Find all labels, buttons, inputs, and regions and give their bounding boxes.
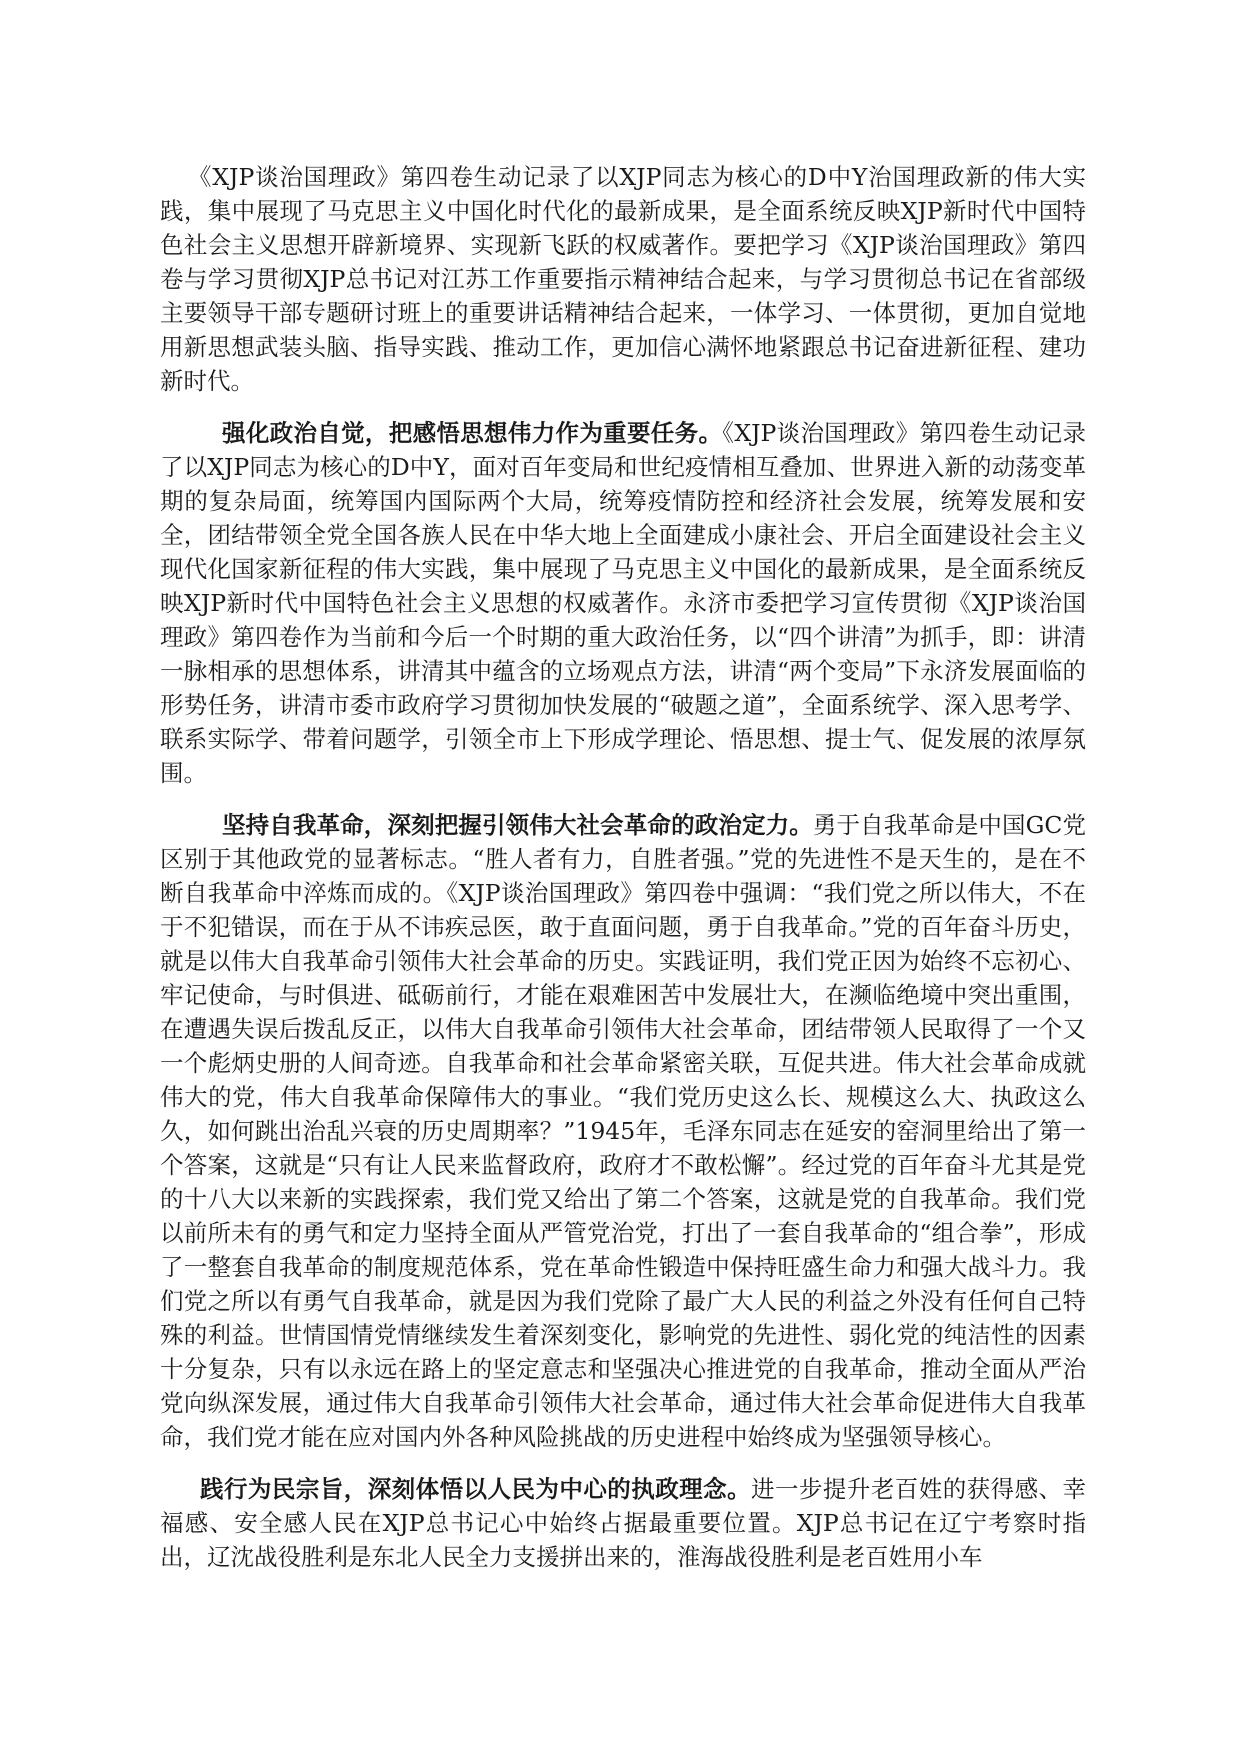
- paragraph-political-awareness: [160, 416, 1086, 790]
- document-body: [160, 160, 1086, 1592]
- paragraph-heading: 践行为民宗旨，深刻体悟以人民为中心的执政理念。: [200, 1475, 752, 1503]
- paragraph-intro: [160, 160, 1086, 398]
- paragraph-text: 勇于自我革命是中国GC党区别于其他政党的显著标志。“胜人者有力，自胜者强。”党的先进性不是天生的，是在不断自我革命中淬炼而成的。《XJP谈治国理政》第四卷中强调：“我们党之所以伟大，不在于不犯错误，而在于从不讳疾忌医，敢于直面问题，勇于自我革命。”党的百年奋斗历史，就是以伟大自我革命引领伟大社会革命的历史。实践证明，我们党正因为始终不忘初心、牢记使命，与时俱进、砥砺前行，才能在艰难困苦中发展壮大，在濒临绝境中突出重围，在遭遇失误后拨乱反正，以伟大自我革命引领伟大社会革命，团结带领人民取得了一个又一个彪炳史册的人间奇迹。自我革命和社会革命紧密关联，互促共进。伟大社会革命成就伟大的党，伟大自我革命保障伟大的事业。“我们党历史这么长、规模这么大、执政这么久，如何跳出治乱兴衰的历史周期率？”1945年，毛泽东同志在延安的窑洞里给出了第一个答案，这就是“只有让人民来监督政府，政府才不敢松懈”。经过党的百年奋斗尤其是党的十八大以来新的实践探索，我们党又给出了第二个答案，这就是党的自我革命。我们党以前所未有的勇气和定力坚持全面从严管党治党，打出了一套自我革命的“组合拳”，形成了一整套自我革命的制度规范体系，党在革命性锻造中保持旺盛生命力和强大战斗力。我们党之所以有勇气自我革命，就是因为我们党除了最广大人民的利益之外没有任何自己特殊的利益。世情国情党情继续发生着深刻变化，影响党的先进性、弱化党的纯洁性的因素十分复杂，只有以永远在路上的坚定意志和坚强决心推进党的自我革命，推动全面从严治党向纵深发展，通过伟大自我革命引领伟大社会革命，通过伟大社会革命促进伟大自我革命，我们党才能在应对国内外各种风险挑战的历史进程中始终成为坚强领导核心。: [160, 811, 1086, 1451]
- paragraph-self-revolution: [160, 808, 1086, 1454]
- paragraph-heading: 强化政治自觉，把感悟思想伟力作为重要任务。: [222, 419, 723, 447]
- paragraph-text: 《XJP谈治国理政》第四卷生动记录了以XJP同志为核心的D中Y，面对百年变局和世纪疫情相互叠加、世界进入新的动荡变革期的复杂局面，统筹国内国际两个大局，统筹疫情防控和经济社会发展，统筹发展和安全，团结带领全党全国各族人民在中华大地上全面建成小康社会、开启全面建设社会主义现代化国家新征程的伟大实践，集中展现了马克思主义中国化的最新成果，是全面系统反映XJP新时代中国特色社会主义思想的权威著作。永济市委把学习宣传贯彻《XJP谈治国理政》第四卷作为当前和今后一个时期的重大政治任务，以“四个讲清”为抓手，即：讲清一脉相承的思想体系，讲清其中蕴含的立场观点方法，讲清“两个变局”下永济发展面临的形势任务，讲清市委市政府学习贯彻加快发展的“破题之道”，全面系统学、深入思考学、联系实际学、带着问题学，引领全市上下形成学理论、悟思想、提士气、促发展的浓厚氛围。: [160, 419, 1087, 787]
- paragraph-people-centered: [160, 1472, 1086, 1574]
- paragraph-text: 《XJP谈治国理政》第四卷生动记录了以XJP同志为核心的D中Y治国理政新的伟大实践，集中展现了马克思主义中国化时代化的最新成果，是全面系统反映XJP新时代中国特色社会主义思想开辟新境界、实现新飞跃的权威著作。要把学习《XJP谈治国理政》第四卷与学习贯彻XJP总书记对江苏工作重要指示精神结合起来，与学习贯彻总书记在省部级主要领导干部专题研讨班上的重要讲话精神结合起来，一体学习、一体贯彻，更加自觉地用新思想武装头脑、指导实践、推动工作，更加信心满怀地紧跟总书记奋进新征程、建功新时代。: [160, 163, 1086, 395]
- paragraph-heading: 坚持自我革命，深刻把握引领伟大社会革命的政治定力。: [222, 811, 813, 839]
- paragraph-text: 进一步提升老百姓的获得感、幸福感、安全感人民在XJP总书记心中始终占据最重要位置。XJP总书记在辽宁考察时指出，辽沈战役胜利是东北人民全力支援拼出来的，淮海战役胜利是老百姓用小车: [160, 1475, 1087, 1571]
